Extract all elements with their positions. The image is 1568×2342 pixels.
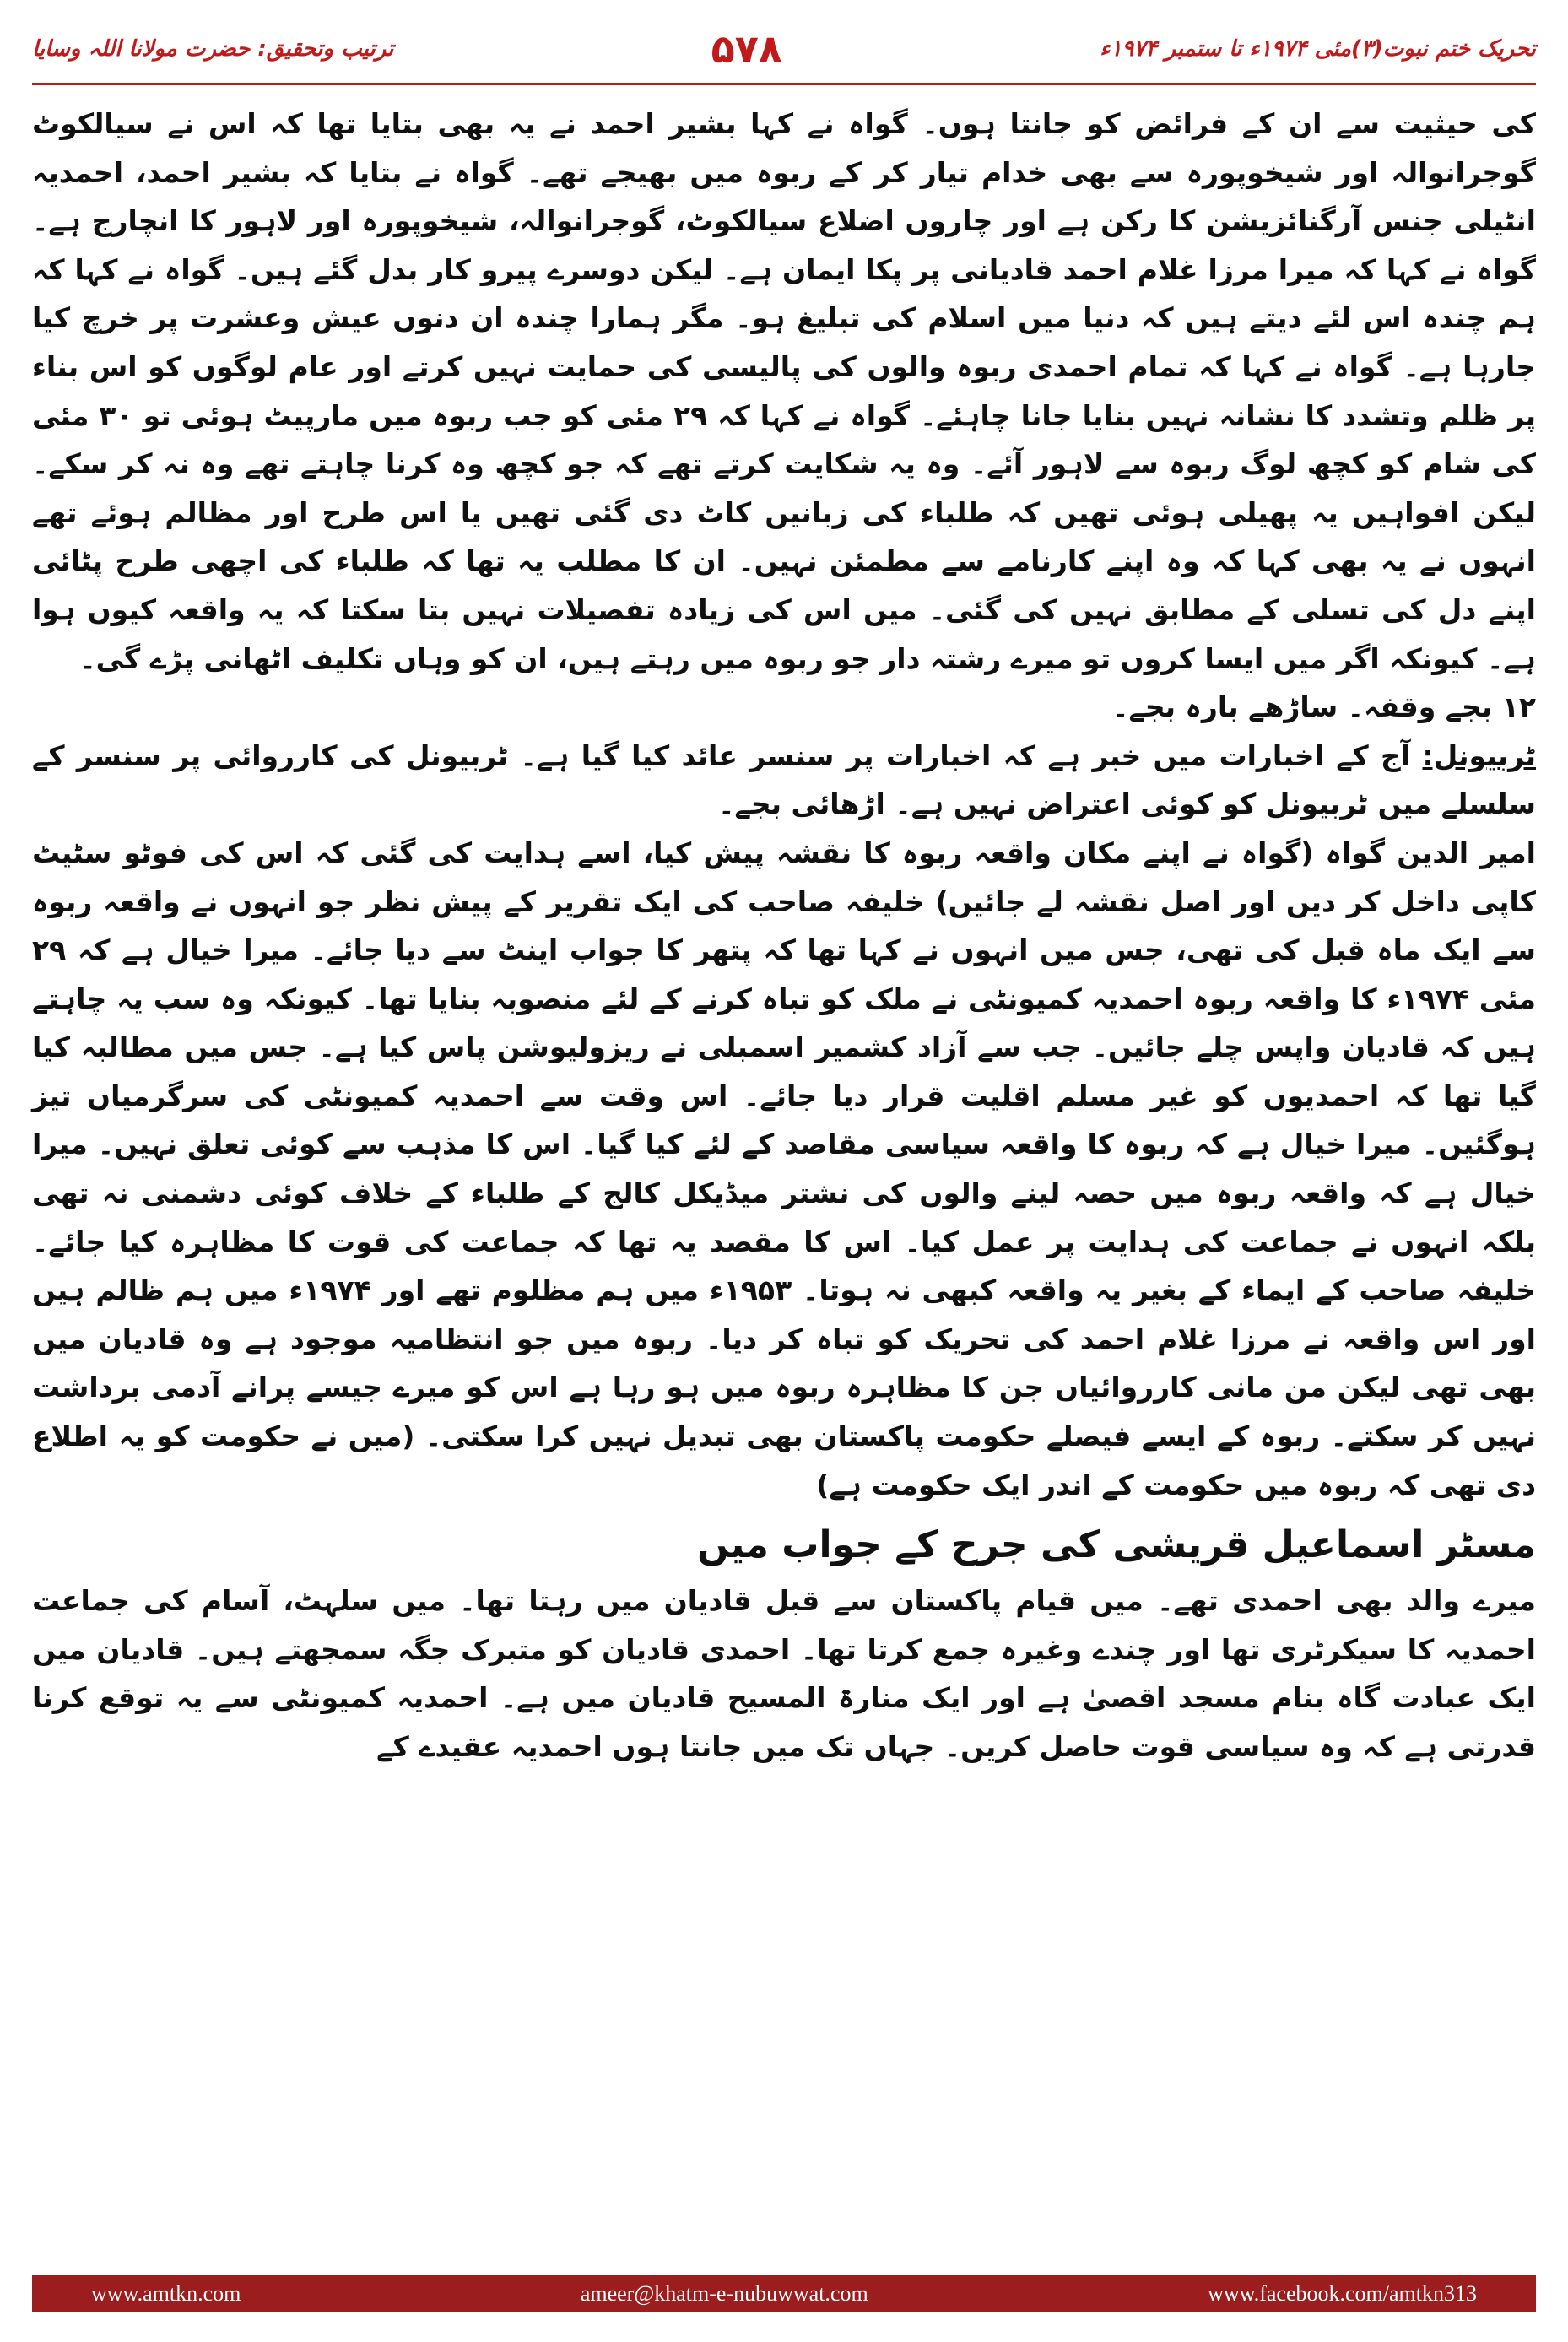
section-heading: مسٹر اسماعیل قریشی کی جرح کے جواب میں	[697, 1523, 1536, 1567]
tribunal-text: آج کے اخبارات میں خبر ہے کہ اخبارات پر سنسر عائد کیا گیا ہے۔ ٹربیونل کی کارروائی پر سنسر کے سلسلے میں ٹربیونل کو کوئی اعتراض نہیں ہے۔ اڑھائی بجے۔	[32, 738, 1536, 821]
tribunal-label: ٹربیونل:	[1422, 738, 1536, 772]
footer-facebook-link[interactable]: www.facebook.com/amtkn313	[1208, 2281, 1477, 2306]
footer-website-link[interactable]: www.amtkn.com	[91, 2281, 241, 2306]
compiler-credit: ترتیب وتحقیق: حضرت مولانا اللہ وسایا	[32, 36, 394, 62]
book-title: تحریک ختم نبوت(۳)مئی ۱۹۷۴ء تا ستمبر ۱۹۷۴ء	[1100, 36, 1536, 62]
page-number: ۵۷۸	[711, 26, 782, 72]
page-body	[32, 100, 1536, 1771]
paragraph-recess: ۱۲ بجے وقفہ۔ ساڑھے بارہ بجے۔	[1112, 690, 1536, 724]
header-divider	[32, 83, 1536, 85]
paragraph-ameer-uddin: امیر الدین گواہ (گواہ نے اپنے مکان واقعہ ربوہ کا نقشہ پیش کیا، اسے ہدایت کی گئی کہ اس کی فوٹو سٹیٹ کاپی داخل کر دیں اور اصل نقشہ لے جائیں) خلیفہ صاحب کی ایک تقریر کے پیش نظر جو انہوں نے واقعہ ربوہ سے ایک ماہ قبل کی تھی، جس میں انہوں نے کہا تھا کہ پتھر کا جواب اینٹ سے دیا جائے۔ میرا خیال ہے کہ ۲۹ مئی ۱۹۷۴ء کا واقعہ ربوہ احمدیہ کمیونٹی نے ملک کو تباہ کرنے کے لئے منصوبہ بنایا تھا۔ کیونکہ وہ سب یہ چاہتے ہیں کہ قادیان واپس چلے جائیں۔ جب سے آزاد کشمیر اسمبلی نے ریزولیوشن پاس کیا ہے۔ جس میں مطالبہ کیا گیا تھا کہ احمدیوں کو غیر مسلم اقلیت قرار دیا جائے۔ اس وقت سے احمدیہ کمیونٹی کی سرگرمیاں تیز ہوگئیں۔ میرا خیال ہے کہ ربوہ کا واقعہ سیاسی مقاصد کے لئے کیا گیا۔ اس کا مذہب سے کوئی تعلق نہیں۔ میرا خیال ہے کہ واقعہ ربوہ میں حصہ لینے والوں کی نشتر میڈیکل کالج کے طلباء کے خلاف کوئی دشمنی نہ تھی بلکہ انہوں نے جماعت کی ہدایت پر عمل کیا۔ اس کا مقصد یہ تھا کہ جماعت کی قوت کا مظاہرہ کیا جائے۔ خلیفہ صاحب کے ایماء کے بغیر یہ واقعہ کبھی نہ ہوتا۔ ۱۹۵۳ء میں ہم مظلوم تھے اور ۱۹۷۴ء میں ہم ظالم ہیں اور اس واقعہ نے مرزا غلام احمد کی تحریک کو تباہ کر دیا۔ ربوہ میں جو انتظامیہ موجود ہے وہ قادیان میں بھی تھی لیکن من مانی کارروائیاں جن کا مظاہرہ ربوہ میں ہو رہا ہے اس کو میرے جیسے پرانے آدمی برداشت نہیں کر سکتے۔ ربوہ کے ایسے فیصلے حکومت پاکستان بھی تبدیل نہیں کرا سکتی۔ (میں نے حکومت کو یہ اطلاع دی تھی کہ ربوہ میں حکومت کے اندر ایک حکومت ہے)	[32, 836, 1537, 1501]
footer-bar	[32, 2275, 1536, 2312]
paragraph-witness-testimony: کی حیثیت سے ان کے فرائض کو جانتا ہوں۔ گواہ نے کہا بشیر احمد نے یہ بھی بتایا تھا کہ اس نے سیالکوٹ گوجرانوالہ اور شیخوپورہ سے بھی خدام تیار کر کے ربوہ میں بھیجے تھے۔ گواہ نے بتایا کہ بشیر احمد، احمدیہ انٹیلی جنس آرگنائزیشن کا رکن ہے اور چاروں اضلاع سیالکوٹ، گوجرانوالہ، شیخوپورہ اور لاہور کا انچارج ہے۔ گواہ نے کہا کہ میرا مرزا غلام احمد قادیانی پر پکا ایمان ہے۔ لیکن دوسرے پیرو کار بدل گئے ہیں۔ گواہ نے کہا کہ ہم چندہ اس لئے دیتے ہیں کہ دنیا میں اسلام کی تبلیغ ہو۔ مگر ہمارا چندہ ان دنوں عیش وعشرت پر خرچ کیا جارہا ہے۔ گواہ نے کہا کہ تمام احمدی ربوہ والوں کی پالیسی کی حمایت نہیں کرتے اور عام لوگوں کو اس بناء پر ظلم وتشدد کا نشانہ نہیں بنایا جانا چاہئے۔ گواہ نے کہا کہ ۲۹ مئی کو جب ربوہ میں مارپیٹ ہوئی تو ۳۰ مئی کی شام کو کچھ لوگ ربوہ سے لاہور آئے۔ وہ یہ شکایت کرتے تھے کہ جو کچھ وہ کرنا چاہتے تھے وہ نہ کر سکے۔ لیکن افواہیں یہ پھیلی ہوئی تھیں کہ طلباء کی زبانیں کاٹ دی گئی تھیں یا اس طرح اور مظالم ہوئے تھے انہوں نے یہ بھی کہا کہ وہ اپنے کارنامے سے مطمئن نہیں۔ ان کا مطلب یہ تھا کہ طلباء کی اچھی طرح پٹائی اپنے دل کی تسلی کے مطابق نہیں کی گئی۔ میں اس کی زیادہ تفصیلات نہیں بتا سکتا کہ یہ واقعہ کیوں ہوا ہے۔ کیونکہ اگر میں ایسا کروں تو میرے رشتہ دار جو ربوہ میں رہتے ہیں، ان کو وہاں تکلیف اٹھانی پڑے گی۔	[32, 107, 1536, 675]
page-header	[32, 24, 1536, 74]
paragraph-cross-examination: میرے والد بھی احمدی تھے۔ میں قیام پاکستان سے قبل قادیان میں رہتا تھا۔ میں سلہٹ، آسام کی جماعت احمدیہ کا سیکرٹری تھا اور چندے وغیرہ جمع کرتا تھا۔ احمدی قادیان کو متبرک جگہ سمجھتے ہیں۔ قادیان میں ایک عبادت گاہ بنام مسجد اقصیٰ ہے اور ایک منارۃ المسیح قادیان میں ہے۔ احمدیہ کمیونٹی سے یہ توقع کرنا قدرتی ہے کہ وہ سیاسی قوت حاصل کریں۔ جہاں تک میں جانتا ہوں احمدیہ عقیدے کے	[32, 1584, 1536, 1763]
paragraph-tribunal	[32, 732, 1536, 829]
footer-email-link[interactable]: ameer@khatm-e-nubuwwat.com	[580, 2281, 868, 2306]
